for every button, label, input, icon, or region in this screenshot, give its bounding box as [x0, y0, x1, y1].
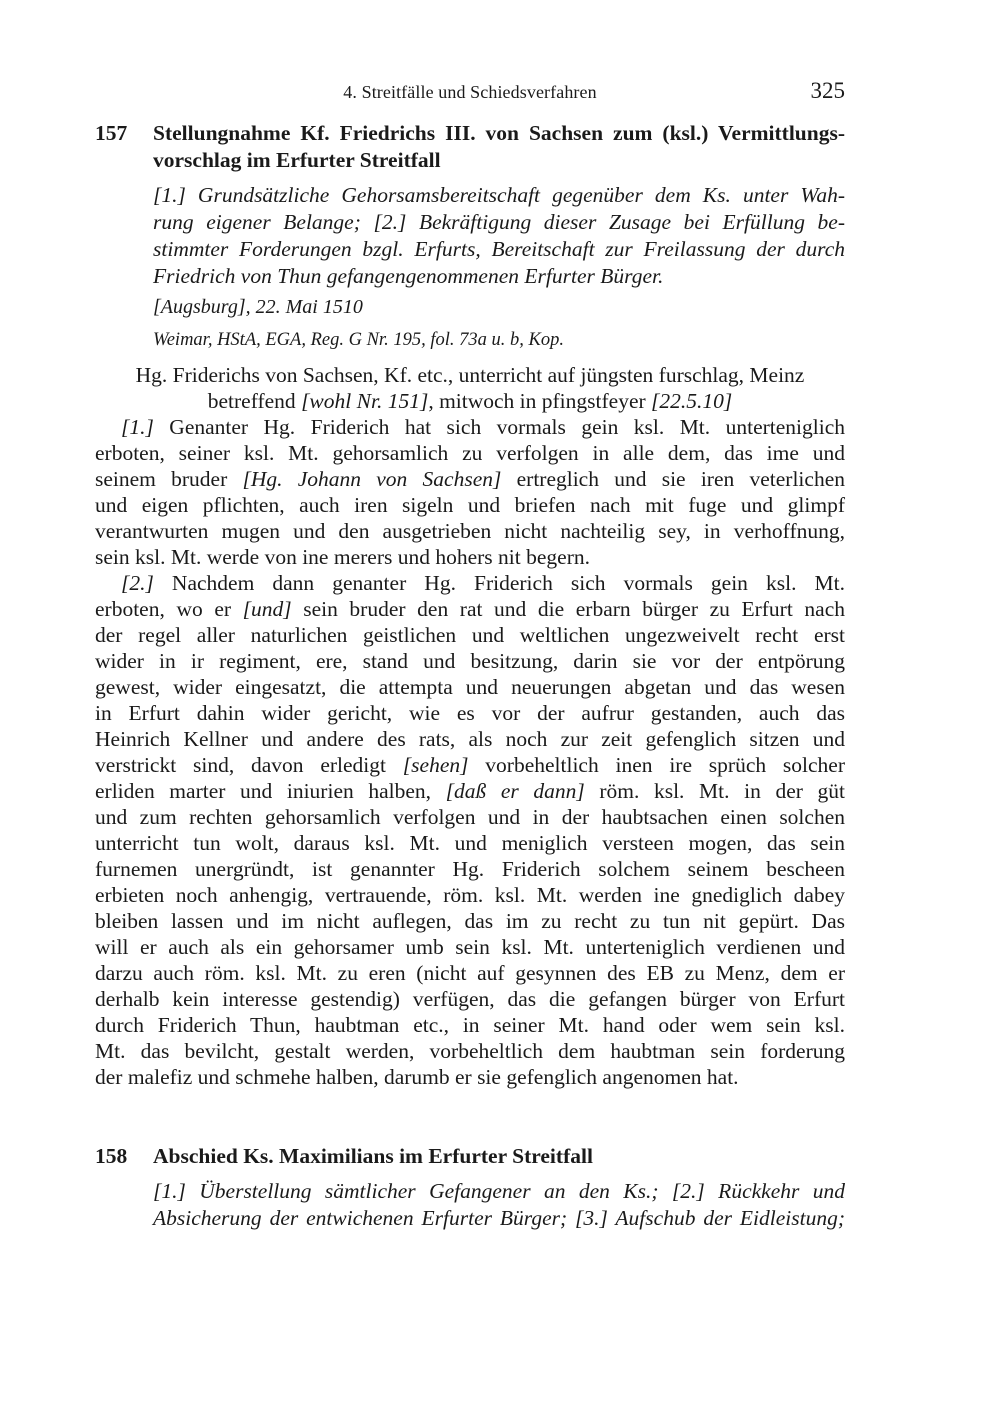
- text-run: Heinrich Kellner und andere des rats, als noch zur zeit gefenglich sitzen und: [95, 727, 845, 751]
- text-line: [95, 492, 845, 518]
- text-run: durch Friderich Thun, haubtman etc., in seiner Mt. hand oder wem sein ksl.: [95, 1013, 845, 1037]
- text-run: erbieten noch anhengig, vertrauende, röm. ksl. Mt. werden ine gnediglich dabey: [95, 883, 845, 907]
- editorial-note: [2.]: [121, 571, 154, 595]
- text-run: wider in ir regiment, ere, stand und besitzung, darin sie vor der entpörung: [95, 649, 845, 673]
- text-line: [95, 570, 845, 596]
- editorial-note: [Hg. Johann von Sachsen]: [242, 467, 502, 491]
- text-run: derhalb kein interesse gestendig) verfügen, das die gefangen bürger von Erfurt: [95, 987, 845, 1011]
- entry-157-regest: [153, 182, 845, 290]
- entry-title-line: vorschlag im Erfurter Streitfall: [153, 148, 441, 172]
- entry-number: 158: [95, 1144, 128, 1168]
- text-run: Genanter Hg. Friderich hat sich vormals gein ksl. Mt. unterteniglich: [153, 415, 845, 439]
- text-line: [95, 830, 845, 856]
- text-line: [95, 596, 845, 622]
- regest-line: Absicherung der entwichenen Erfurter Bürger; [3.] Aufschub der Eidleistung;: [153, 1206, 845, 1230]
- text-run: in Erfurt dahin wider gericht, wie es vor der aufrur gestanden, auch das: [95, 701, 845, 725]
- text-run: gewest, wider eingesatzt, die attempta und neuerungen abgetan und das wesen: [95, 675, 845, 699]
- document-heading-line: Hg. Friderichs von Sachsen, Kf. etc., unterricht auf jüngsten furschlag, Meinz: [135, 363, 805, 387]
- text-run: will er auch als ein gehorsamer umb sein ksl. Mt. unterteniglich verdienen und: [95, 935, 845, 959]
- text-run: unterricht tun wolt, daraus ksl. Mt. und meniglich versteen mogen, das sein: [95, 831, 845, 855]
- text-run: verstrickt sind, davon erledigt: [95, 753, 403, 777]
- text-run: seinem bruder: [95, 467, 243, 491]
- text-line: [95, 466, 845, 492]
- text-line: [95, 622, 845, 648]
- regest-line: [1.] Grundsätzliche Gehorsamsbereitschaft gegenüber dem Ks. unter Wah-: [153, 183, 845, 207]
- text-run: sein ksl. Mt. werde von ine merers und hohers nit begern.: [95, 545, 590, 569]
- text-run: Nachdem dann genanter Hg. Friderich sich vormals gein ksl. Mt.: [153, 571, 845, 595]
- text-line: [95, 1064, 845, 1090]
- heading-editorial-note: [wohl Nr. 151]: [301, 389, 429, 413]
- regest-line: rung eigener Belange; [2.] Bekräftigung dieser Zusage bei Erfüllung be-: [153, 210, 845, 234]
- text-line: [95, 908, 845, 934]
- text-run: und zum rechten gehorsamlich verfolgen und in der haubtsachen einen solchen: [95, 805, 845, 829]
- text-line: [95, 674, 845, 700]
- text-line: [95, 726, 845, 752]
- text-line: [95, 414, 845, 440]
- regest-line: stimmter Forderungen bzgl. Erfurts, Bereitschaft zur Freilassung der durch: [153, 237, 845, 261]
- text-run: erboten, wo er: [95, 597, 243, 621]
- text-run: röm. ksl. Mt. in der güt: [584, 779, 845, 803]
- text-line: [95, 648, 845, 674]
- entry-number: 157: [95, 121, 128, 145]
- text-line: [95, 778, 845, 804]
- page-number: 325: [810, 78, 845, 103]
- entry-title-line: Stellungnahme Kf. Friedrichs III. von Sachsen zum (ksl.) Vermittlungs-: [153, 121, 845, 145]
- heading-text: betreffend: [207, 389, 302, 413]
- editorial-note: [und]: [242, 597, 292, 621]
- text-line: [95, 440, 845, 466]
- text-run: Mt. das bevilcht, gestalt werden, vorbeheltlich dem haubtman sein forderung: [95, 1039, 845, 1063]
- text-run: erboten, seiner ksl. Mt. gehorsamlich zu verfolgen in alle dem, das ime und: [95, 441, 845, 465]
- text-line: [95, 804, 845, 830]
- editorial-note: [1.]: [121, 415, 154, 439]
- document-heading-line: [95, 388, 845, 414]
- text-run: furnemen unergründt, ist genannter Hg. Friderich solchem seinem bescheen: [95, 857, 845, 881]
- text-line: [95, 752, 845, 778]
- heading-editorial-note: [22.5.10]: [651, 389, 733, 413]
- entry-title: [153, 120, 845, 174]
- regest-line: Friedrich von Thun gefangengenommenen Erfurter Bürger.: [153, 264, 664, 288]
- heading-text: , mitwoch in pfingstfeyer: [428, 389, 652, 413]
- text-line: [95, 856, 845, 882]
- running-title: 4. Streitfälle und Schiedsverfahren: [343, 82, 597, 102]
- text-run: bleiben lassen und im nicht auflegen, das im zu recht zu tun nit gepürt. Das: [95, 909, 845, 933]
- document-heading: [95, 362, 845, 414]
- text-line: [95, 986, 845, 1012]
- regest-line: [1.] Überstellung sämtlicher Gefangener an den Ks.; [2.] Rückkehr und: [153, 1179, 845, 1203]
- place-date: [Augsburg], 22. Mai 1510: [153, 296, 363, 318]
- text-line: [95, 1012, 845, 1038]
- text-line: [95, 882, 845, 908]
- text-run: verantwurten mugen und den ausgetrieben nicht nachteilig sey, in verhoffnung,: [95, 519, 845, 543]
- text-run: und eigen pflichten, auch iren sigeln und briefen nach mit fuge und glimpf: [95, 493, 845, 517]
- text-run: ertreglich und sie iren veterlichen: [501, 467, 845, 491]
- paragraph-2: [95, 570, 845, 1090]
- text-run: vorbeheltlich inen ire sprüch solcher: [468, 753, 845, 777]
- entry-158-regest: [153, 1178, 845, 1232]
- text-line: [95, 518, 845, 544]
- running-head: [95, 80, 845, 110]
- text-run: darzu auch röm. ksl. Mt. zu eren (nicht auf gesynnen des EB zu Menz, dem er: [95, 961, 845, 985]
- text-line: [95, 1038, 845, 1064]
- paragraph-1: [95, 414, 845, 570]
- source-reference: Weimar, HStA, EGA, Reg. G Nr. 195, fol. 73a u. b, Kop.: [153, 330, 564, 350]
- text-line: [95, 544, 845, 570]
- editorial-note: [sehen]: [402, 753, 469, 777]
- text-run: erliden marter und iniurien halben,: [95, 779, 446, 803]
- text-line: [95, 960, 845, 986]
- text-run: der malefiz und schmehe halben, darumb er sie gefenglich angenomen hat.: [95, 1065, 739, 1089]
- text-run: sein bruder den rat und die erbarn bürger zu Erfurt nach: [291, 597, 845, 621]
- editorial-note: [daß er dann]: [445, 779, 585, 803]
- text-run: der regel aller naturlichen geistlichen und weltlichen ungezweivelt recht erst: [95, 623, 845, 647]
- text-line: [95, 934, 845, 960]
- entry-title: Abschied Ks. Maximilians im Erfurter Streitfall: [153, 1144, 593, 1168]
- text-line: [95, 700, 845, 726]
